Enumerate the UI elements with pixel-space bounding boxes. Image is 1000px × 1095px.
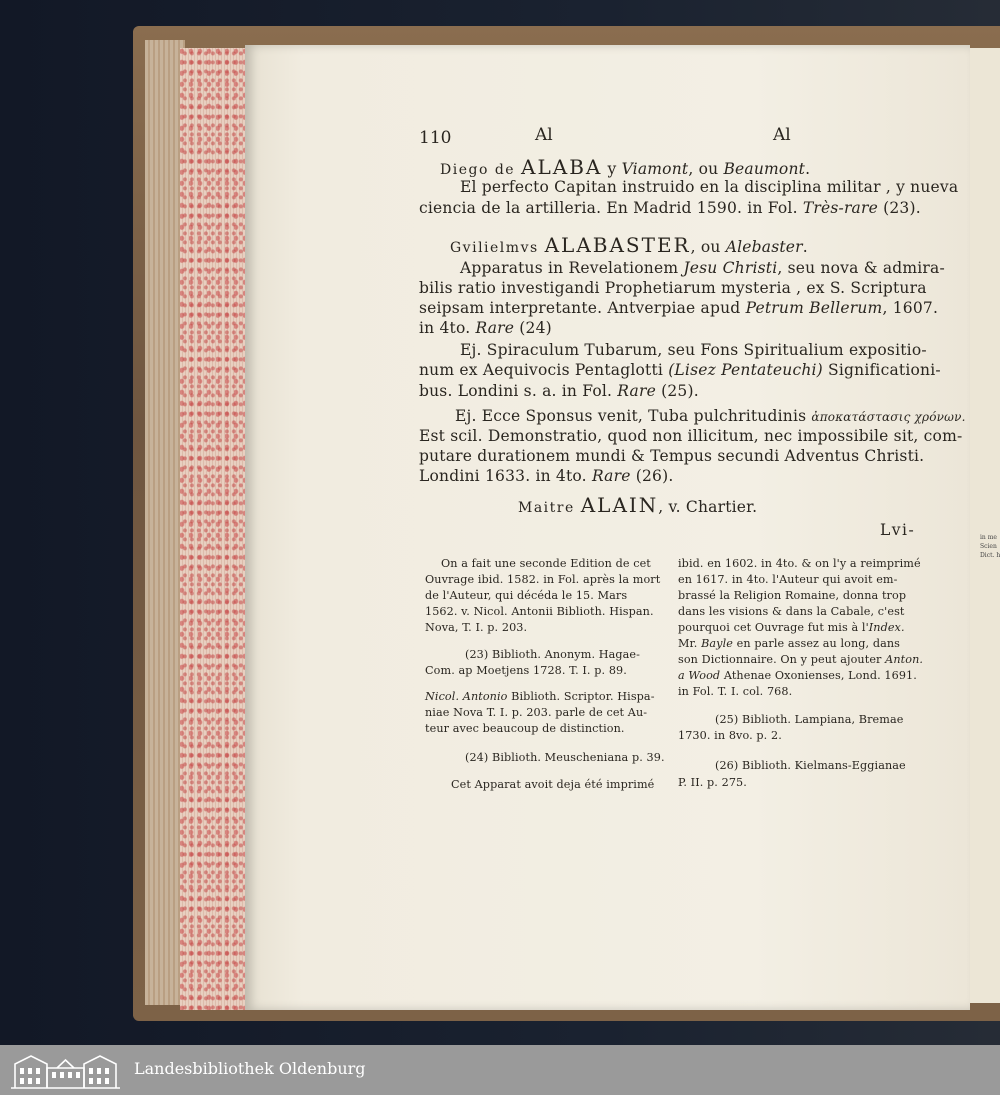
- library-footer-bar: [0, 1045, 1000, 1095]
- footnote-line: a Wood Athenae Oxonienses, Lond. 1691.: [678, 669, 917, 682]
- entry-text-line: bus. Londini s. a. in Fol. Rare (25).: [419, 382, 699, 400]
- footnote-line: 1730. in 8vo. p. 2.: [678, 729, 782, 742]
- footnote-line: Ouvrage ibid. 1582. in Fol. après la mort: [425, 573, 661, 586]
- red-sprinkled-fore-edge: [180, 48, 250, 1010]
- running-head-left: Al: [535, 125, 553, 145]
- page-number: 110: [419, 128, 452, 148]
- entry-text-line: seipsam interpretante. Antverpiae apud Petrum Bellerum, 1607.: [419, 299, 939, 317]
- adjacent-page-text: Dict. h: [980, 552, 1000, 559]
- adjacent-page-strip: [968, 48, 1000, 1003]
- footnote-line: Com. ap Moetjens 1728. T. I. p. 89.: [425, 664, 627, 677]
- running-head-right: Al: [773, 125, 791, 145]
- library-name: Landesbibliothek Oldenburg: [134, 1059, 366, 1078]
- footnote-line: ibid. en 1602. in 4to. & on l'y a reimprimé: [678, 557, 921, 570]
- footnote-line: On a fait une seconde Edition de cet: [441, 557, 651, 570]
- entry-text-line: Ej. Ecce Sponsus venit, Tuba pulchritudinis ἀποκατάστασις χρόνων.: [455, 407, 966, 425]
- footnote-line: (26) Biblioth. Kielmans-Eggianae: [715, 759, 906, 772]
- footnote-line: en 1617. in 4to. l'Auteur qui avoit em-: [678, 573, 898, 586]
- footnote-line: Mr. Bayle en parle assez au long, dans: [678, 637, 901, 650]
- footnote-line: niae Nova T. I. p. 203. parle de cet Au-: [425, 706, 648, 719]
- entry-text-line: Apparatus in Revelationem Jesu Christi, seu nova & admira-: [460, 259, 945, 277]
- footnote-line: brassé la Religion Romaine, donna trop: [678, 589, 907, 602]
- page-block-edge: [145, 40, 185, 1005]
- entry-text-line: putare durationem mundi & Tempus secundi Adventus Christi.: [419, 447, 925, 465]
- footnote-line: Nicol. Antonio Biblioth. Scriptor. Hispa-: [425, 690, 655, 703]
- footnote-line: (25) Biblioth. Lampiana, Bremae: [715, 713, 904, 726]
- footnote-line: (24) Biblioth. Meuscheniana p. 39.: [465, 751, 665, 764]
- footnote-line: 1562. v. Nicol. Antonii Biblioth. Hispan.: [425, 605, 654, 618]
- entry-text-line: ciencia de la artilleria. En Madrid 1590. in Fol. Très-rare (23).: [419, 199, 921, 217]
- entry-heading: Diego de ALABA y Viamont, ou Beaumont.: [440, 155, 811, 179]
- footnote-line: P. II. p. 275.: [678, 776, 747, 789]
- entry-text-line: Est scil. Demonstratio, quod non illicitum, nec impossibile sit, com-: [419, 427, 963, 445]
- footnote-line: pourquoi cet Ouvrage fut mis à l'Index.: [678, 621, 905, 634]
- entry-text-line: num ex Aequivocis Pentaglotti (Lisez Pentateuchi) Significationi-: [419, 361, 941, 379]
- footnote-line: teur avec beaucoup de distinction.: [425, 722, 625, 735]
- entry-text-line: Ej. Spiraculum Tubarum, seu Fons Spiritualium expositio-: [460, 341, 927, 359]
- entry-text-line: bilis ratio investigandi Prophetiarum mysteria , ex S. Scriptura: [419, 279, 927, 297]
- footnote-line: (23) Biblioth. Anonym. Hagae-: [465, 648, 641, 661]
- adjacent-page-text: in me: [980, 534, 997, 541]
- entry-heading: Maitre ALAIN, v. Chartier.: [518, 493, 758, 517]
- entry-heading: Gvilielmvs ALABASTER, ou Alebaster.: [450, 233, 808, 257]
- catchword: Lvi-: [880, 521, 916, 539]
- library-building-icon: [9, 1050, 122, 1090]
- footnote-line: dans les visions & dans la Cabale, c'est: [678, 605, 905, 618]
- footnote-line: son Dictionnaire. On y peut ajouter Anton.: [678, 653, 924, 666]
- footnote-line: Cet Apparat avoit deja été imprimé: [451, 778, 655, 791]
- book-page: [245, 45, 970, 1010]
- footnote-line: Nova, T. I. p. 203.: [425, 621, 528, 634]
- footnote-line: de l'Auteur, qui décéda le 15. Mars: [425, 589, 628, 602]
- entry-text-line: El perfecto Capitan instruido en la disciplina militar , y nueva: [460, 178, 959, 196]
- entry-text-line: Londini 1633. in 4to. Rare (26).: [419, 467, 674, 485]
- adjacent-page-text: Scien: [980, 543, 997, 550]
- footnote-line: in Fol. T. I. col. 768.: [678, 685, 793, 698]
- entry-text-line: in 4to. Rare (24): [419, 319, 552, 337]
